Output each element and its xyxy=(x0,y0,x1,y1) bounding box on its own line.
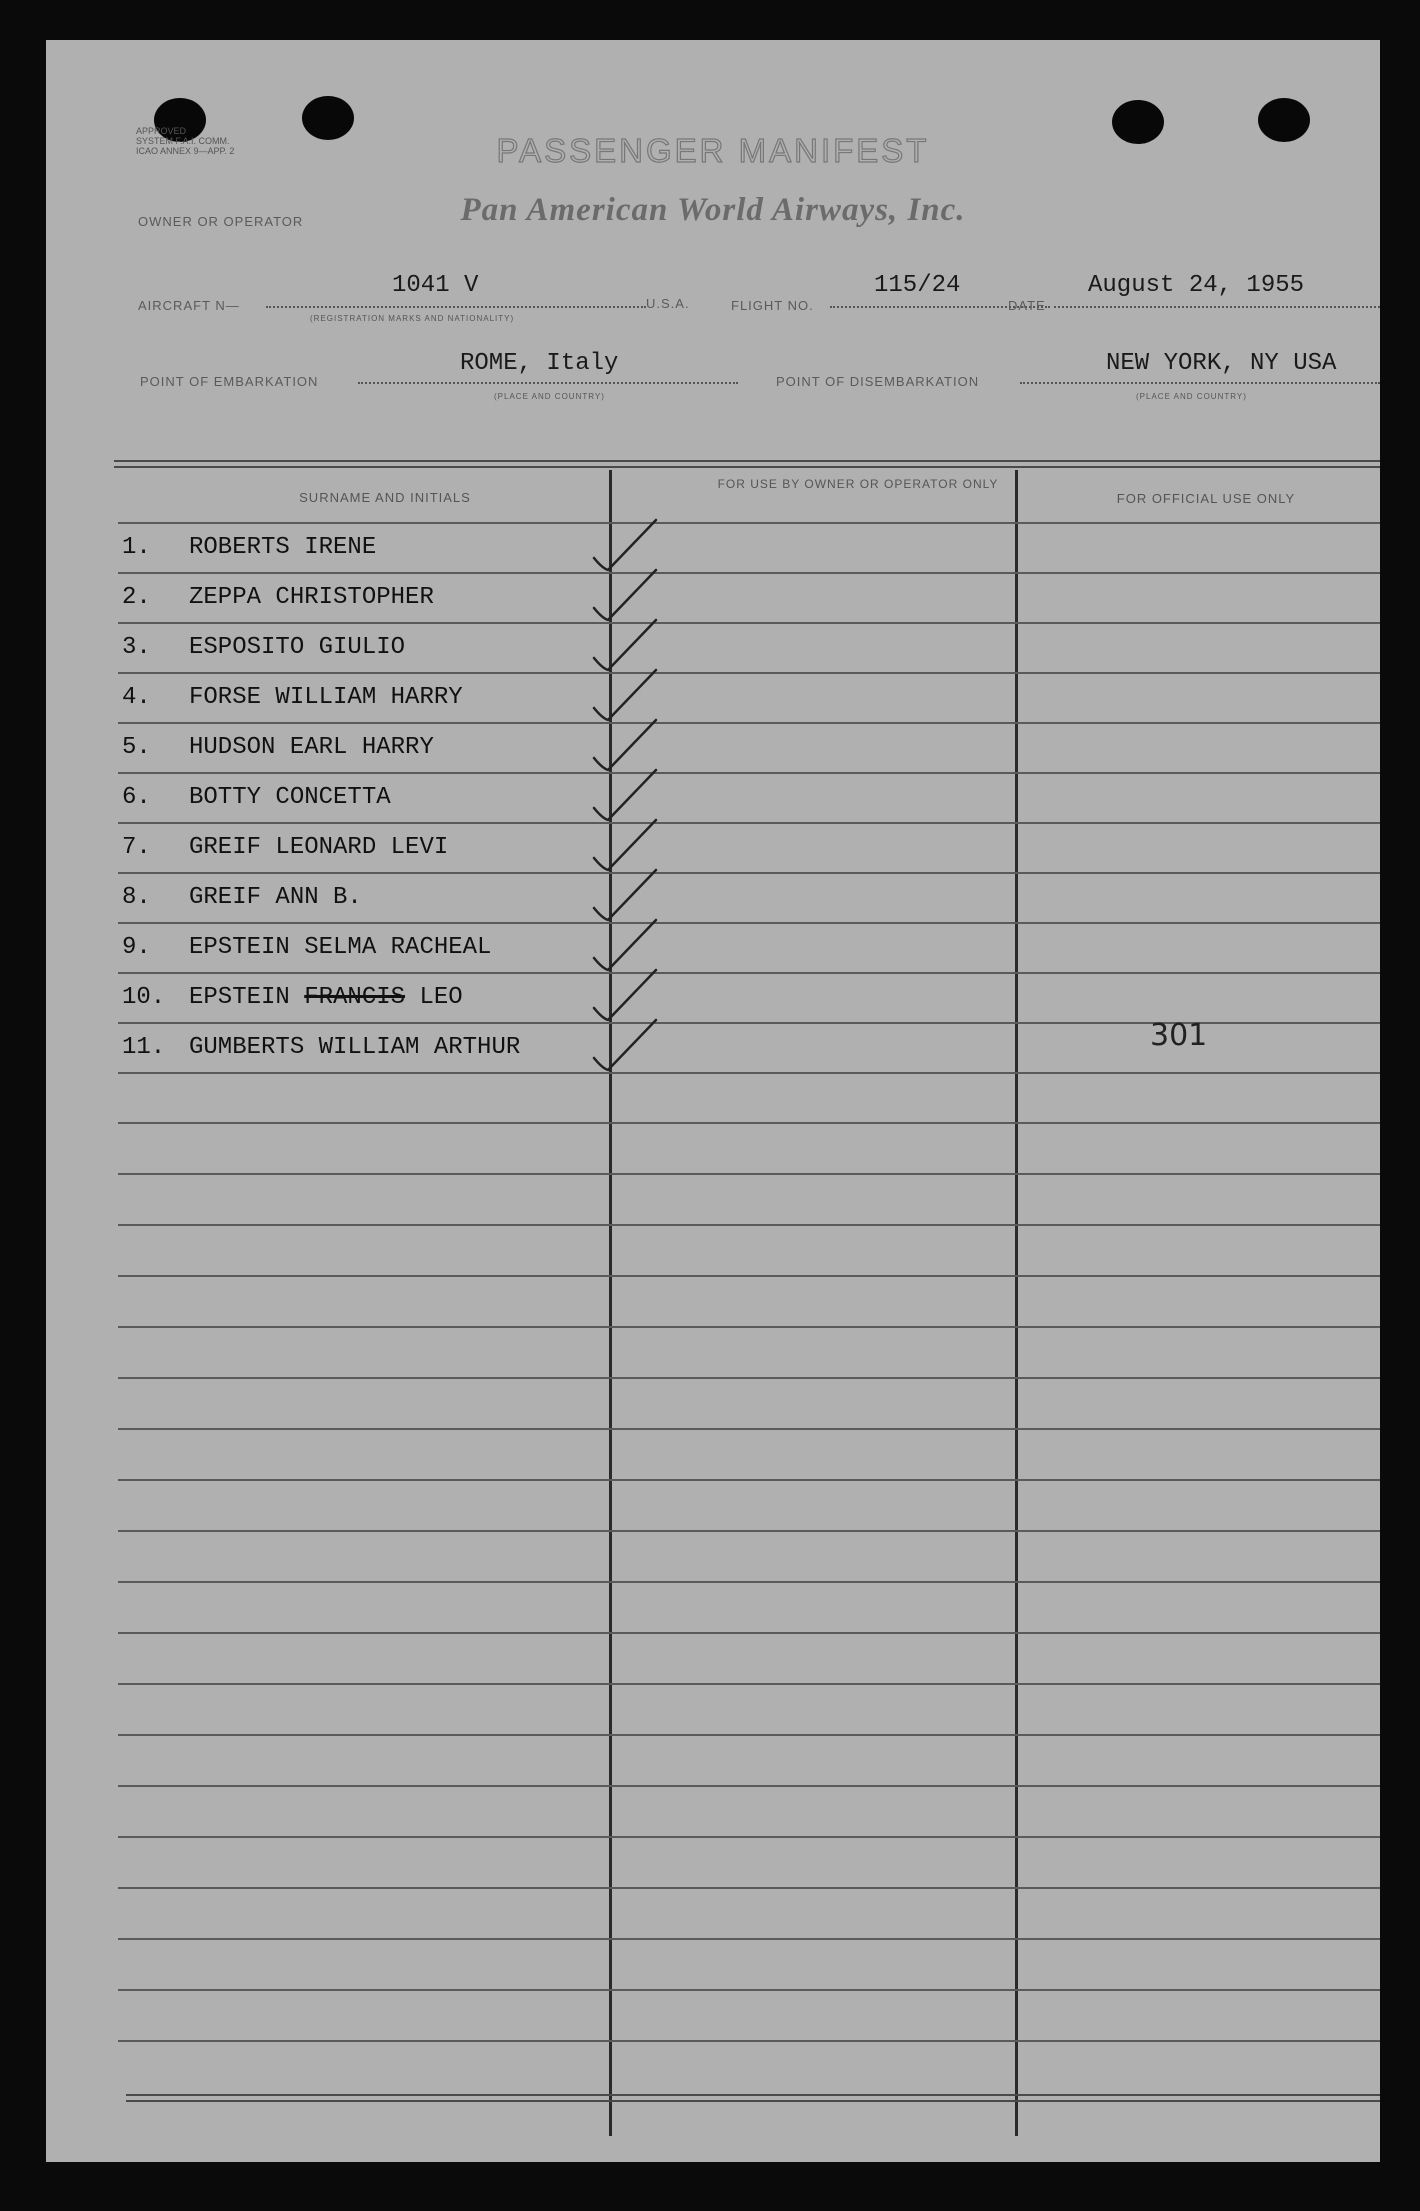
row-rule xyxy=(118,1887,1380,1889)
passenger-name: ZEPPA CHRISTOPHER xyxy=(189,584,434,611)
row-rule xyxy=(118,1632,1380,1634)
row-rule xyxy=(118,1377,1380,1379)
manifest-sheet xyxy=(46,40,1380,2162)
check-mark xyxy=(594,920,656,970)
row-number: 3. xyxy=(122,634,151,661)
embarkation-value: ROME, Italy xyxy=(460,350,619,377)
date-value: August 24, 1955 xyxy=(1088,272,1305,299)
tick-marks xyxy=(46,40,1380,1140)
row-rule xyxy=(118,1275,1380,1277)
check-mark xyxy=(594,1020,656,1070)
row-rule xyxy=(118,1836,1380,1838)
flight-value: 115/24 xyxy=(874,272,961,299)
row-rule xyxy=(118,1989,1380,1991)
check-mark xyxy=(594,770,656,820)
row-rule xyxy=(118,1326,1380,1328)
row-rule xyxy=(118,2040,1380,2042)
check-mark xyxy=(594,720,656,770)
passenger-name: ESPOSITO GIULIO xyxy=(189,634,406,661)
row-rule xyxy=(118,1683,1380,1685)
row-rule xyxy=(118,1785,1380,1787)
country-label: U.S.A. xyxy=(646,296,690,311)
check-mark xyxy=(594,620,656,670)
embarkation-sub: (PLACE AND COUNTRY) xyxy=(494,392,605,401)
row-rule xyxy=(118,1581,1380,1583)
row-number: 4. xyxy=(122,684,151,711)
passenger-name: ROBERTS IRENE xyxy=(189,534,377,561)
date-label: DATE xyxy=(1008,298,1046,313)
row-number: 7. xyxy=(122,834,151,861)
disembarkation-label: POINT OF DISEMBARKATION xyxy=(776,374,980,389)
row-rule xyxy=(118,1734,1380,1736)
owner-label: OWNER OR OPERATOR xyxy=(138,214,304,229)
row-rule xyxy=(118,1530,1380,1532)
row-number: 6. xyxy=(122,784,151,811)
check-mark xyxy=(594,820,656,870)
passenger-name: GREIF LEONARD LEVI xyxy=(189,834,449,861)
aircraft-sub: (REGISTRATION MARKS AND NATIONALITY) xyxy=(310,314,515,323)
row-rule xyxy=(118,1938,1380,1940)
passenger-name: GUMBERTS WILLIAM ARTHUR xyxy=(189,1034,521,1061)
row-rule xyxy=(118,1173,1380,1175)
passenger-name: HUDSON EARL HARRY xyxy=(189,734,434,761)
name-part: LEO xyxy=(405,984,463,1011)
approval-line: SYSTEM F.A.I. COMM. xyxy=(136,136,230,146)
row-number: 9. xyxy=(122,934,151,961)
flight-label: FLIGHT NO. xyxy=(731,298,814,313)
aircraft-label: AIRCRAFT N— xyxy=(138,298,240,313)
col-official-header: FOR OFFICIAL USE ONLY xyxy=(1116,491,1296,506)
row-rule xyxy=(118,1224,1380,1226)
embarkation-label: POINT OF EMBARKATION xyxy=(140,374,319,389)
row-number: 8. xyxy=(122,884,151,911)
passenger-name: EPSTEIN SELMA RACHEAL xyxy=(189,934,492,961)
form-title: PASSENGER MANIFEST xyxy=(496,132,930,169)
approval-line: APPROVED xyxy=(136,126,187,136)
passenger-name: FORSE WILLIAM HARRY xyxy=(189,684,463,711)
passenger-name: GREIF ANN B. xyxy=(189,884,362,911)
check-mark xyxy=(594,970,656,1020)
disembarkation-sub: (PLACE AND COUNTRY) xyxy=(1136,392,1247,401)
table-bottom-rule xyxy=(126,2100,1380,2102)
airline-name: Pan American World Airways, Inc. xyxy=(460,192,966,228)
check-mark xyxy=(594,870,656,920)
official-note: 301 xyxy=(1150,1018,1208,1053)
check-mark xyxy=(594,570,656,620)
name-part: EPSTEIN xyxy=(189,984,305,1011)
row-number: 11. xyxy=(122,1034,166,1061)
row-rule xyxy=(118,1428,1380,1430)
row-number: 1. xyxy=(122,534,151,561)
aircraft-value: 1041 V xyxy=(392,272,479,299)
approval-line: ICAO ANNEX 9—APP. 2 xyxy=(136,146,235,156)
passenger-name: BOTTY CONCETTA xyxy=(189,784,391,811)
check-mark xyxy=(594,670,656,720)
row-number: 5. xyxy=(122,734,151,761)
row-number: 10. xyxy=(122,984,166,1011)
row-number: 2. xyxy=(122,584,151,611)
col-owner-header: FOR USE BY OWNER OR OPERATOR ONLY xyxy=(717,477,999,491)
disembarkation-value: NEW YORK, NY USA xyxy=(1106,350,1337,377)
col-surname-header: SURNAME AND INITIALS xyxy=(299,490,471,505)
check-mark xyxy=(594,520,656,570)
struck-name-part: FRANCIS xyxy=(304,984,406,1011)
row-rule xyxy=(118,1479,1380,1481)
table-bottom-rule xyxy=(126,2094,1380,2096)
